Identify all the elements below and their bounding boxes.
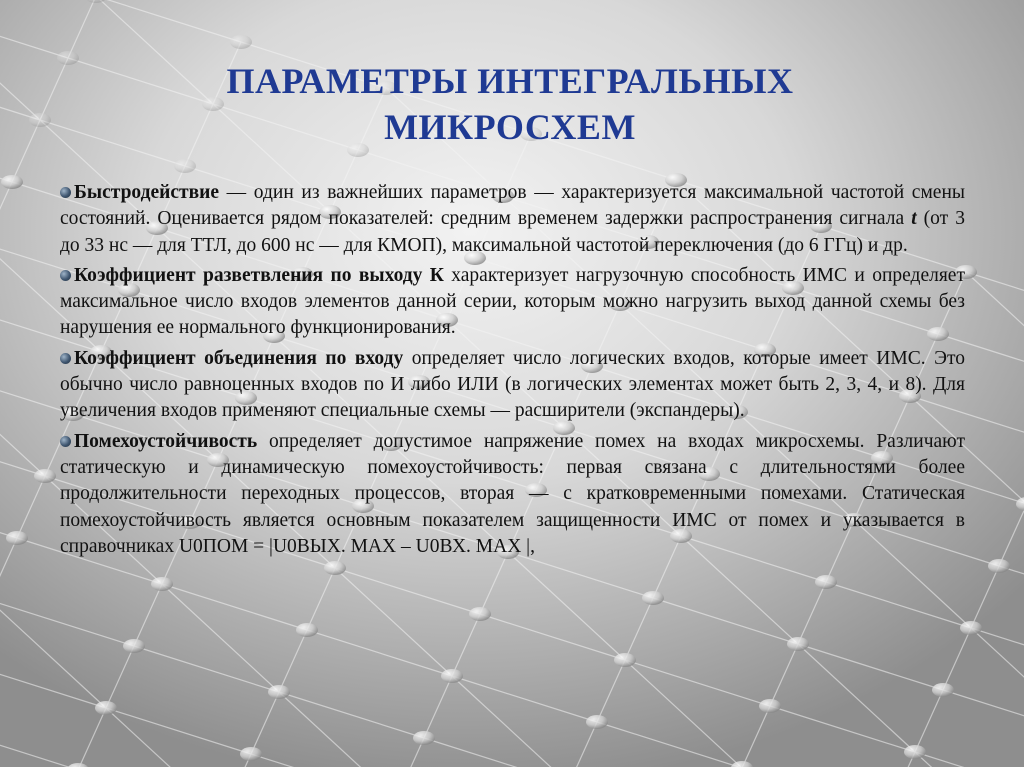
paragraph-speed [60,180,965,259]
slide-title [140,58,880,150]
paragraph-fanin [60,346,965,425]
term-fanin: Коэффициент объединения по входу [74,347,404,369]
paragraph-fanout-text: характеризует нагрузочную способность ИМС и определяет максимальное число входов элементов данной серии, которым можно нагрузить выход данной схемы без нарушения ее нормального функционирования. [60,264,965,339]
paragraph-fanout [60,263,965,342]
bullet-icon [60,270,71,281]
slide-title-line-1: ПАРАМЕТРЫ ИНТЕГРАЛЬНЫХ [226,61,794,101]
signal-symbol: t [911,208,917,230]
term-noise-immunity: Помехоустойчивость [74,430,258,452]
term-speed: Быстродействие [74,182,220,203]
term-fanout: Коэффициент разветвления по выходу К [74,264,444,286]
paragraph-fanin-text: определяет число логических входов, которые имеет ИМС. Это обычно число равноценных входов по И либо ИЛИ (в логических элементах может быть 2, 3, 4, и 8). Для увеличения входов применяют специальные схемы — расширители (экспандеры). [60,347,965,422]
slide-title-line-2: МИКРОСХЕМ [384,107,636,147]
paragraph-noise-immunity-text: определяет допустимое напряжение помех на входах микросхемы. Различают статическую и динамическую помехоустойчивость: первая связана с длительностями более продолжительности переходных процессов, вторая — с кратковременными помехами. Статическая помехоустойчивость является основным показателем защищенности ИМС от помех и указывается в справочниках U0ПОМ = |U0ВЫХ. MAX – U0ВХ. MAX |, [60,430,965,557]
bullet-icon [60,187,71,198]
bullet-icon [60,353,71,364]
slide-body [60,180,965,564]
paragraph-speed-text-2: (от 3 до 33 нс — для ТТЛ, до 600 нс — для КМОП), максимальной частотой переключения (до 6 ГГц) и др. [60,208,965,256]
paragraph-speed-text-1: — один из важнейших параметров — характеризуется максимальной частотой смены состояний. Оценивается рядом показателей: средним временем задержки распространения сигнала [60,182,965,230]
bullet-icon [60,436,71,447]
paragraph-noise-immunity [60,429,965,560]
